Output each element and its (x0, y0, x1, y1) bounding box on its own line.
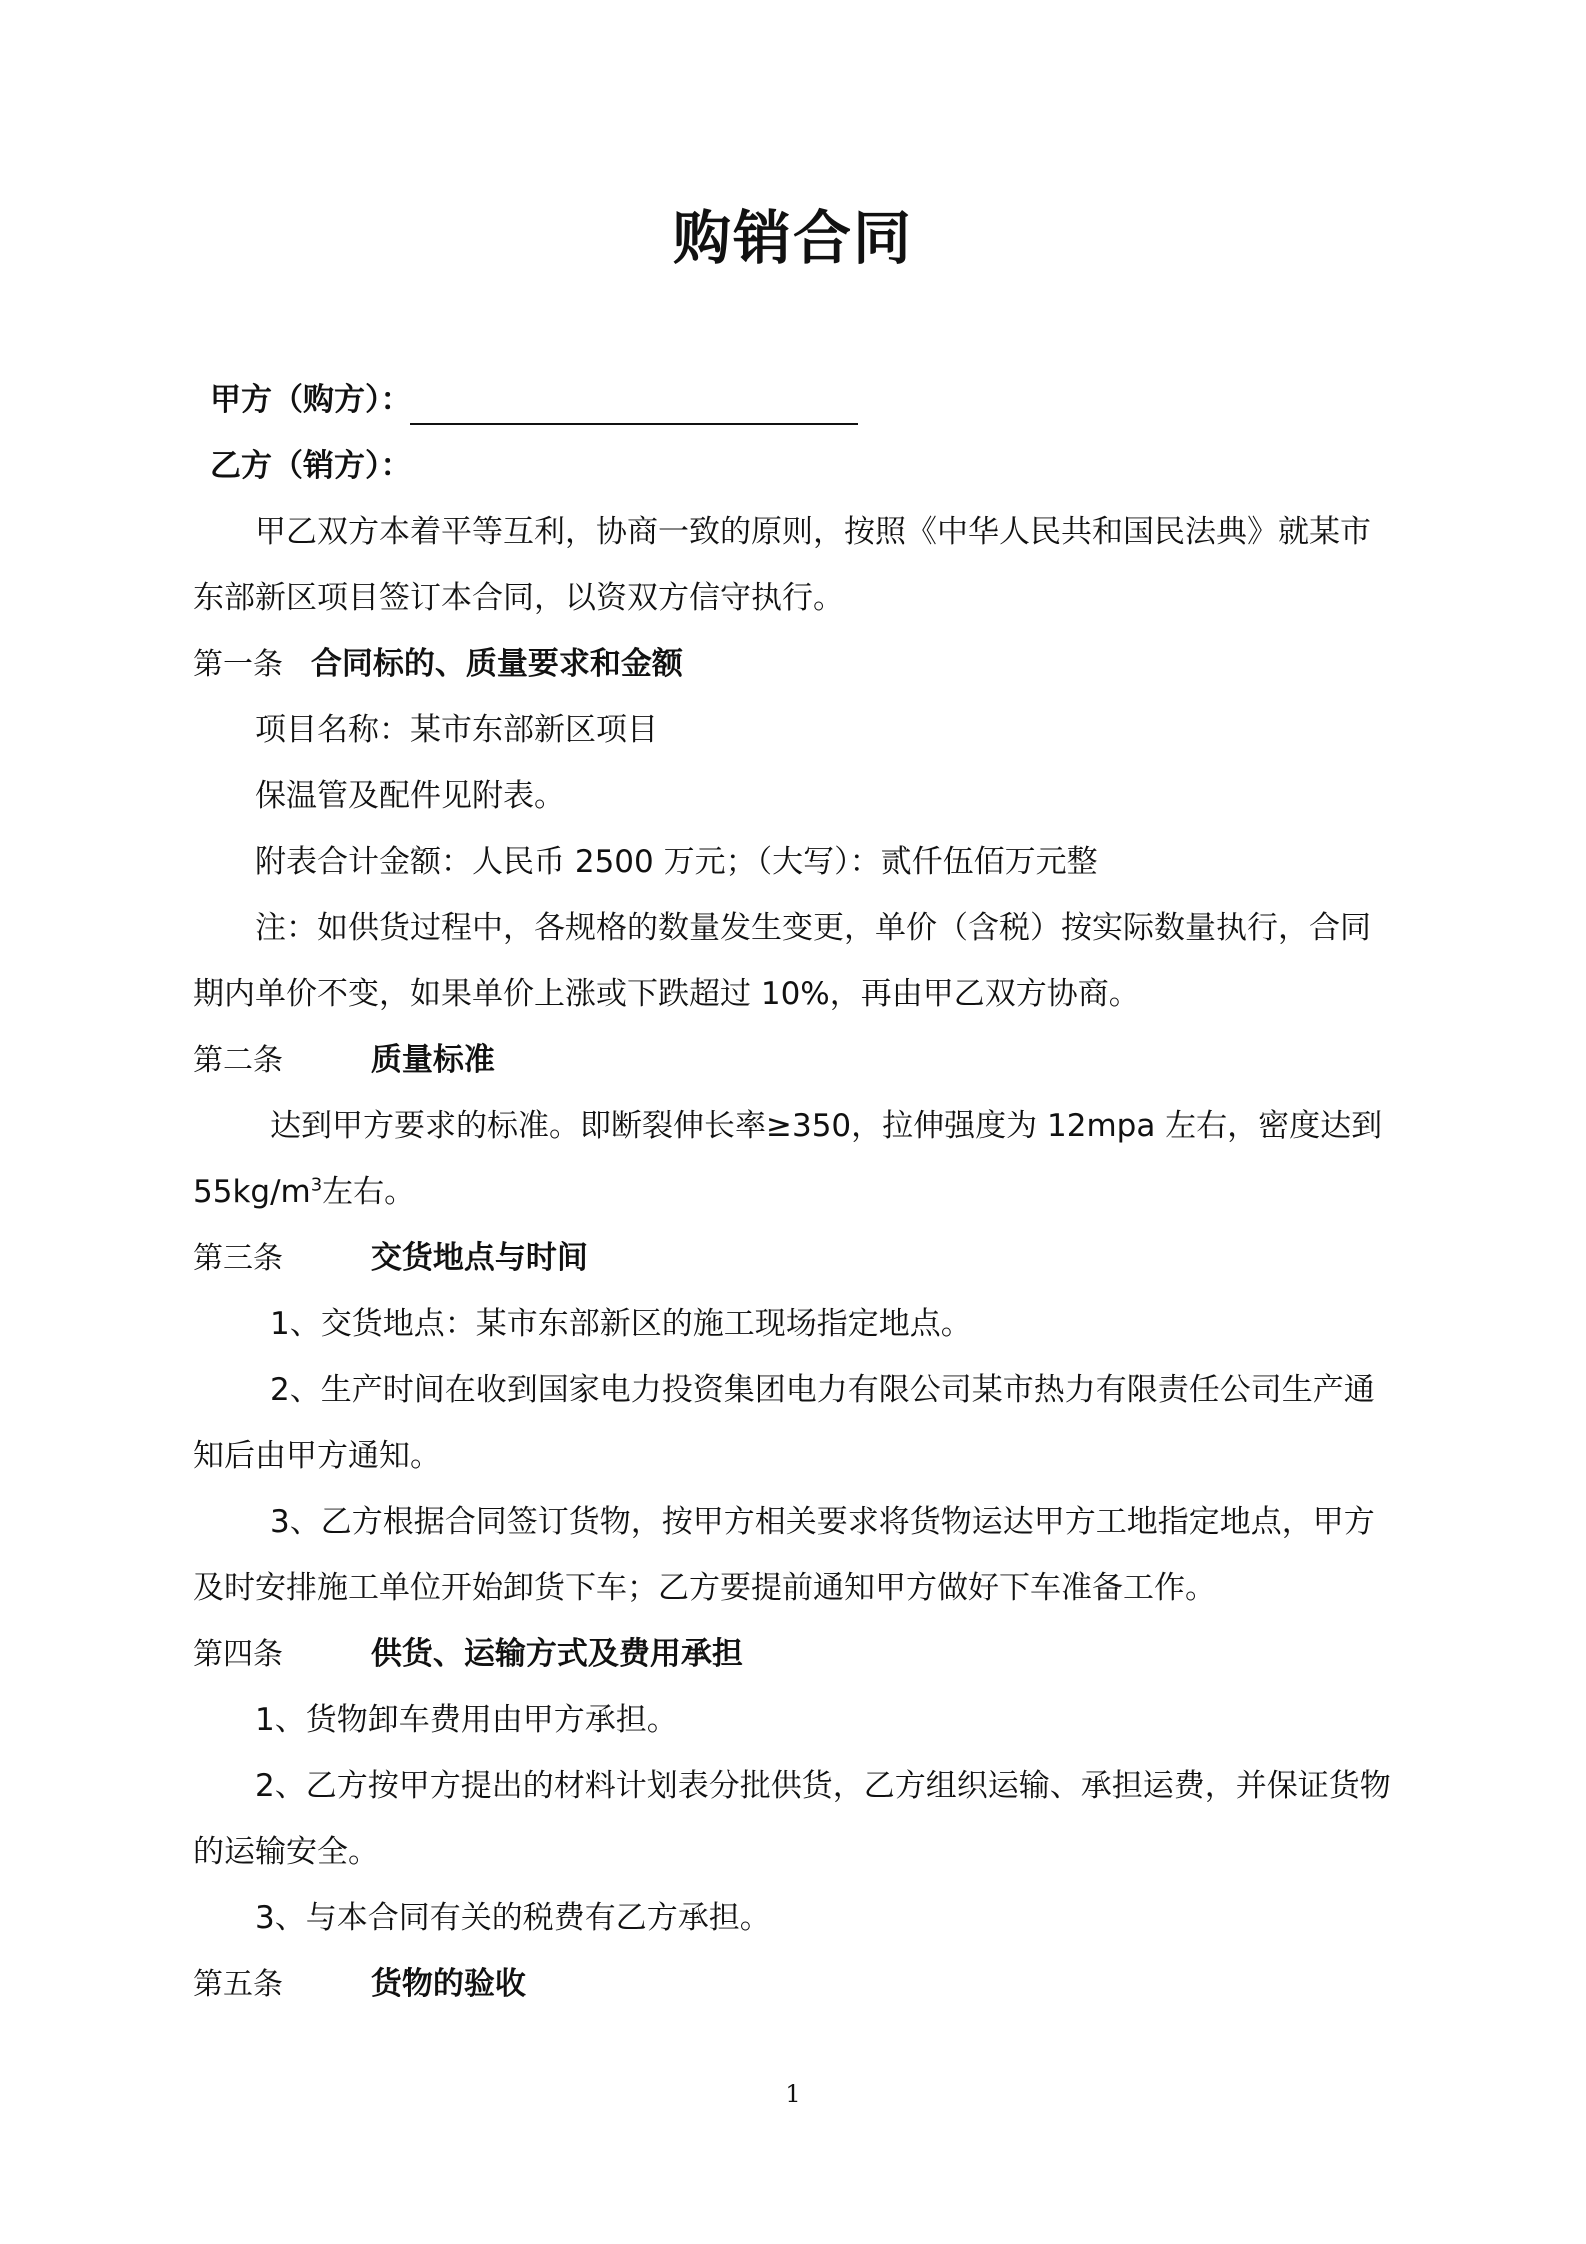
article-4-title: 供货、运输方式及费用承担 (370, 1636, 743, 1672)
article-5-label: 第五条 (193, 1967, 283, 2002)
article-1-line-1: 项目名称：某市东部新区项目 (255, 712, 658, 748)
preamble-line-1: 甲乙双方本着平等互利，协商一致的原则，按照《中华人民共和国民法典》就某市 (255, 514, 1371, 550)
document-title: 购销合同 (672, 204, 913, 272)
article-4-line-1: 1、货物卸车费用由甲方承担。 (255, 1702, 678, 1738)
party-a-label: 甲方（购方）： (210, 382, 412, 418)
article-1-line-2: 保温管及配件见附表。 (255, 778, 565, 814)
article-2-line-2 (193, 1170, 415, 1214)
article-1-line-5: 期内单价不变，如果单价上涨或下跌超过 10%，再由甲乙双方协商。 (193, 976, 1140, 1012)
article-1-line-3: 附表合计金额：人民币 2500 万元；（大写）：贰仟伍佰万元整 (255, 844, 1098, 880)
article-4-heading (193, 1632, 743, 1677)
density-suffix: 左右。 (322, 1174, 416, 1210)
article-4-line-2: 2、乙方按甲方提出的材料计划表分批供货，乙方组织运输、承担运费，并保证货物 (255, 1768, 1391, 1804)
article-3-line-3: 知后由甲方通知。 (193, 1438, 441, 1474)
article-3-line-2: 2、生产时间在收到国家电力投资集团电力有限公司某市热力有限责任公司生产通 (270, 1372, 1375, 1408)
article-1-label: 第一条 (193, 647, 283, 682)
article-1-title: 合同标的、质量要求和金额 (310, 646, 683, 682)
article-1-line-4: 注：如供货过程中，各规格的数量发生变更，单价（含税）按实际数量执行，合同 (255, 910, 1371, 946)
article-5-title: 货物的验收 (370, 1966, 526, 2002)
article-3-line-1: 1、交货地点：某市东部新区的施工现场指定地点。 (270, 1306, 972, 1342)
density-unit: 55kg/m (193, 1174, 311, 1210)
party-b-label: 乙方（销方）： (210, 448, 412, 484)
article-4-label: 第四条 (193, 1637, 283, 1672)
preamble-line-2: 东部新区项目签订本合同，以资双方信守执行。 (193, 580, 844, 616)
page-number: 1 (785, 2080, 801, 2108)
article-3-title: 交货地点与时间 (370, 1240, 588, 1276)
article-4-line-4: 3、与本合同有关的税费有乙方承担。 (255, 1900, 771, 1936)
density-unit-superscript: 3 (310, 1174, 323, 1196)
article-5-heading (193, 1962, 526, 2007)
article-3-heading (193, 1236, 588, 1281)
article-2-heading (193, 1038, 495, 1083)
article-3-label: 第三条 (193, 1241, 283, 1276)
article-1-heading (193, 642, 683, 687)
article-2-line-1: 达到甲方要求的标准。即断裂伸长率≥350，拉伸强度为 12mpa 左右，密度达到 (270, 1108, 1383, 1144)
article-4-line-3: 的运输安全。 (193, 1834, 379, 1870)
article-3-line-5: 及时安排施工单位开始卸货下车；乙方要提前通知甲方做好下车准备工作。 (193, 1570, 1216, 1606)
party-a-blank-line (410, 423, 858, 425)
article-2-label: 第二条 (193, 1043, 283, 1078)
article-2-title: 质量标准 (370, 1042, 495, 1078)
article-3-line-4: 3、乙方根据合同签订货物，按甲方相关要求将货物运达甲方工地指定地点，甲方 (270, 1504, 1375, 1540)
